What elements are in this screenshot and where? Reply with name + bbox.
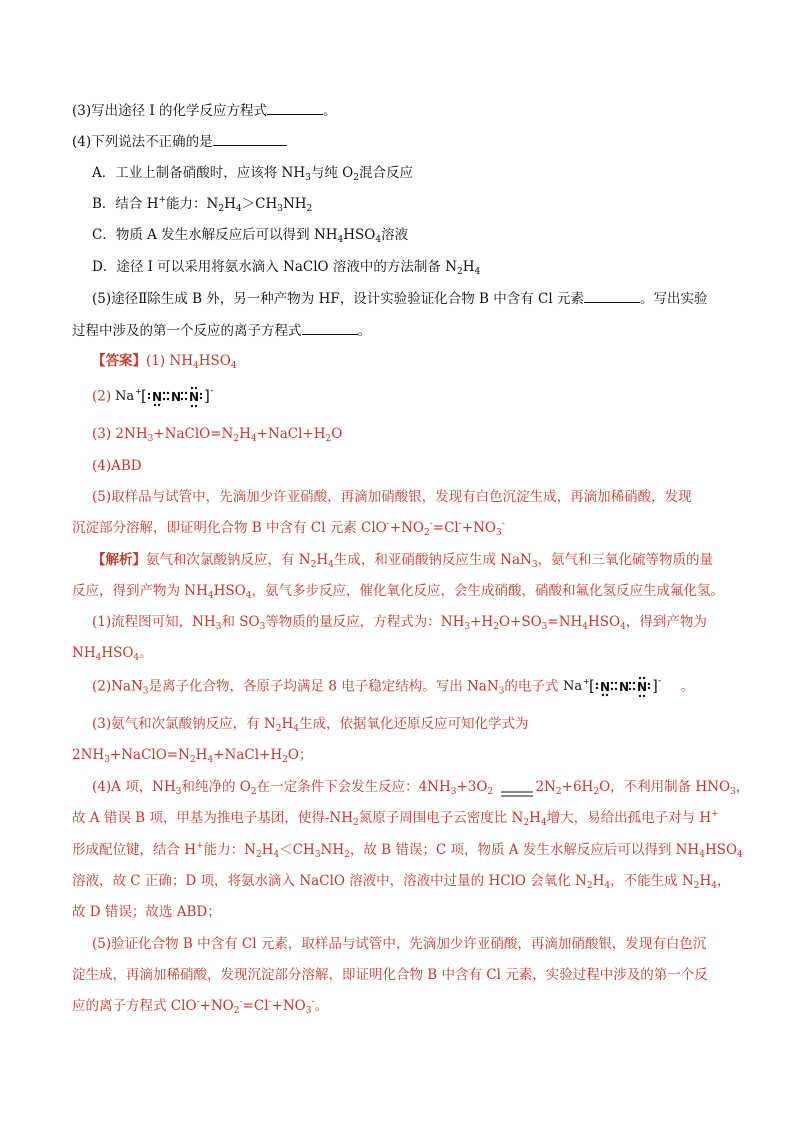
answer-1: 【答案】(1) $NH_4HSO_4$	[92, 353, 237, 371]
svg-text:N: N	[189, 390, 200, 404]
answer-4: (4)ABD	[92, 458, 142, 474]
svg-text:N: N	[152, 390, 163, 404]
answer-blank	[267, 100, 323, 115]
answer-blank	[584, 288, 640, 303]
question-5: (5)途径Ⅱ除生成 B 外，另一种产物为 HF，设计实验验证化合物 B 中含有 Cl 元素 。写出实验	[92, 288, 707, 309]
answer-5-cont: 沉淀部分溶解，即证明化合物 B 中含有 Cl 元素 $ClO^-+NO_2^-=Cl^-+NO_3^-$	[72, 519, 505, 538]
svg-text:]: ]	[651, 677, 658, 695]
svg-text:Na: Na	[115, 389, 135, 404]
svg-text:-: -	[210, 386, 214, 396]
analysis-5-cont-1: 淀生成，再滴加稀硝酸，发现沉淀部分溶解，即证明化合物 B 中含有 Cl 元素，实验过程中涉及的第一个反	[72, 967, 708, 983]
analysis-5: (5)验证化合物 B 中含有 Cl 元素，取样品与试管中，先滴加少许亚硝酸，再滴加硝酸银，发现有白色沉	[92, 936, 707, 952]
svg-text:N: N	[599, 680, 610, 694]
svg-text:[: [	[141, 387, 148, 405]
analysis-intro: 【解析】氨气和次氯酸钠反应，有 $N_2H_4$生成，和亚硝酸钠反应生成 NaN$_3$，氨气和三氧化硫等物质的量	[92, 552, 714, 570]
answer-2: (2) Na + [ N N N ] -	[92, 384, 233, 410]
answer-5: (5)取样品与试管中，先滴加少许亚硝酸，再滴加硝酸银，发现有白色沉淀生成，再滴加稀硝酸，发现	[92, 489, 692, 505]
analysis-3: (3)氨气和次氯酸钠反应，有 $N_2H_4$生成，依据氧化还原反应可知化学式为	[92, 716, 529, 734]
analysis-5-cont-2: 应的离子方程式 $ClO^-+NO_2^-=Cl^-+NO_3^-$。	[72, 997, 329, 1016]
option-a: A．工业上制备硝酸时，应该将 $NH_3$与纯 $O_2$混合反应	[92, 165, 413, 183]
svg-text:+: +	[582, 677, 590, 686]
svg-text:[: [	[588, 677, 595, 695]
nan3-electron-formula-2	[563, 674, 681, 700]
option-d: D．途径 I 可以采用将氨水滴入 NaClO 溶液中的方法制备 $N_2H_4$	[92, 259, 481, 277]
analysis-1-cont: $NH_4HSO_4$。	[72, 645, 153, 663]
analysis-4-cont-3: 溶液，故 C 正确；D 项，将氨水滴入 NaClO 溶液中，溶液中过量的 HClO 会氧化 $N_2H_4$，不能生成 $N_2H_4$，	[72, 873, 731, 891]
lewis-structure-icon	[563, 674, 681, 700]
option-c: C．物质 A 发生水解反应后可以得到 $NH_4HSO_4$溶液	[92, 227, 409, 245]
answer-blank	[302, 320, 358, 335]
analysis-intro-cont: 反应，得到产物为 $NH_4HSO_4$，氨气多步反应，催化氧化反应，会生成硝酸，硝酸和氟化氢反应生成氟化氢。	[72, 583, 724, 601]
question-3: (3)写出途径 I 的化学反应方程式 。	[72, 100, 337, 121]
option-b: B．结合 H+能力：$N_2H_4>CH_3NH_2$	[92, 195, 313, 214]
svg-text:Na: Na	[562, 679, 582, 694]
question-5-cont: 过程中涉及的第一个反应的离子方程式 。	[72, 320, 371, 341]
svg-text:N: N	[171, 390, 182, 404]
svg-text:N: N	[618, 680, 629, 694]
analysis-4-cont-2: 形成配位键，结合 H+能力：$N_2H_4<CH_3NH_2$，故 B 错误；C 项，物质 A 发生水解反应后可以得到 $NH_4HSO_4$	[72, 841, 743, 860]
answer-3: (3) $2NH_3+NaClO=N_2H_4+NaCl+H_2O$	[92, 426, 343, 444]
analysis-tag: 【解析】	[92, 552, 146, 568]
equilibrium-arrow-icon	[500, 784, 534, 792]
analysis-4-cont-4: 故 D 错误；故选 ABD；	[72, 904, 221, 920]
answer-tag: 【答案】	[92, 353, 146, 369]
svg-text:+: +	[135, 387, 143, 396]
analysis-1: (1)流程图可知，$NH_3$和 $SO_3$等物质的量反应，方程式为：$NH_3+H_2O+SO_3=NH_4HSO_4$，得到产物为	[92, 614, 707, 632]
analysis-4: (4)A 项，$NH_3$和纯净的 $O_2$在一定条件下会发生反应：$4NH_3+3O_2$ $2N_2+6H_2O$，不利用制备 $HNO_3$，	[92, 779, 750, 797]
analysis-2: (2)NaN$_3$是离子化合物，各原子均满足 8 电子稳定结构。写出 NaN$_3$的电子式 Na + [ N N N ] - 。	[92, 674, 694, 700]
nan3-electron-formula	[115, 384, 233, 410]
lewis-structure-icon	[115, 384, 233, 410]
question-4: (4)下列说法不正确的是	[72, 131, 287, 152]
svg-text:-: -	[657, 676, 661, 686]
svg-text:N: N	[636, 680, 647, 694]
analysis-4-cont-1: 故 A 错误 B 项，甲基为推电子基团，使得$-NH_2$氮原子周围电子云密度比 $N_2H_4$增大，易给出孤电子对与 H+	[72, 809, 719, 828]
answer-blank	[213, 131, 287, 146]
analysis-3-cont: $2NH_3+NaClO=N_2H_4+NaCl+H_2O$；	[72, 747, 313, 765]
svg-text:]: ]	[204, 387, 211, 405]
